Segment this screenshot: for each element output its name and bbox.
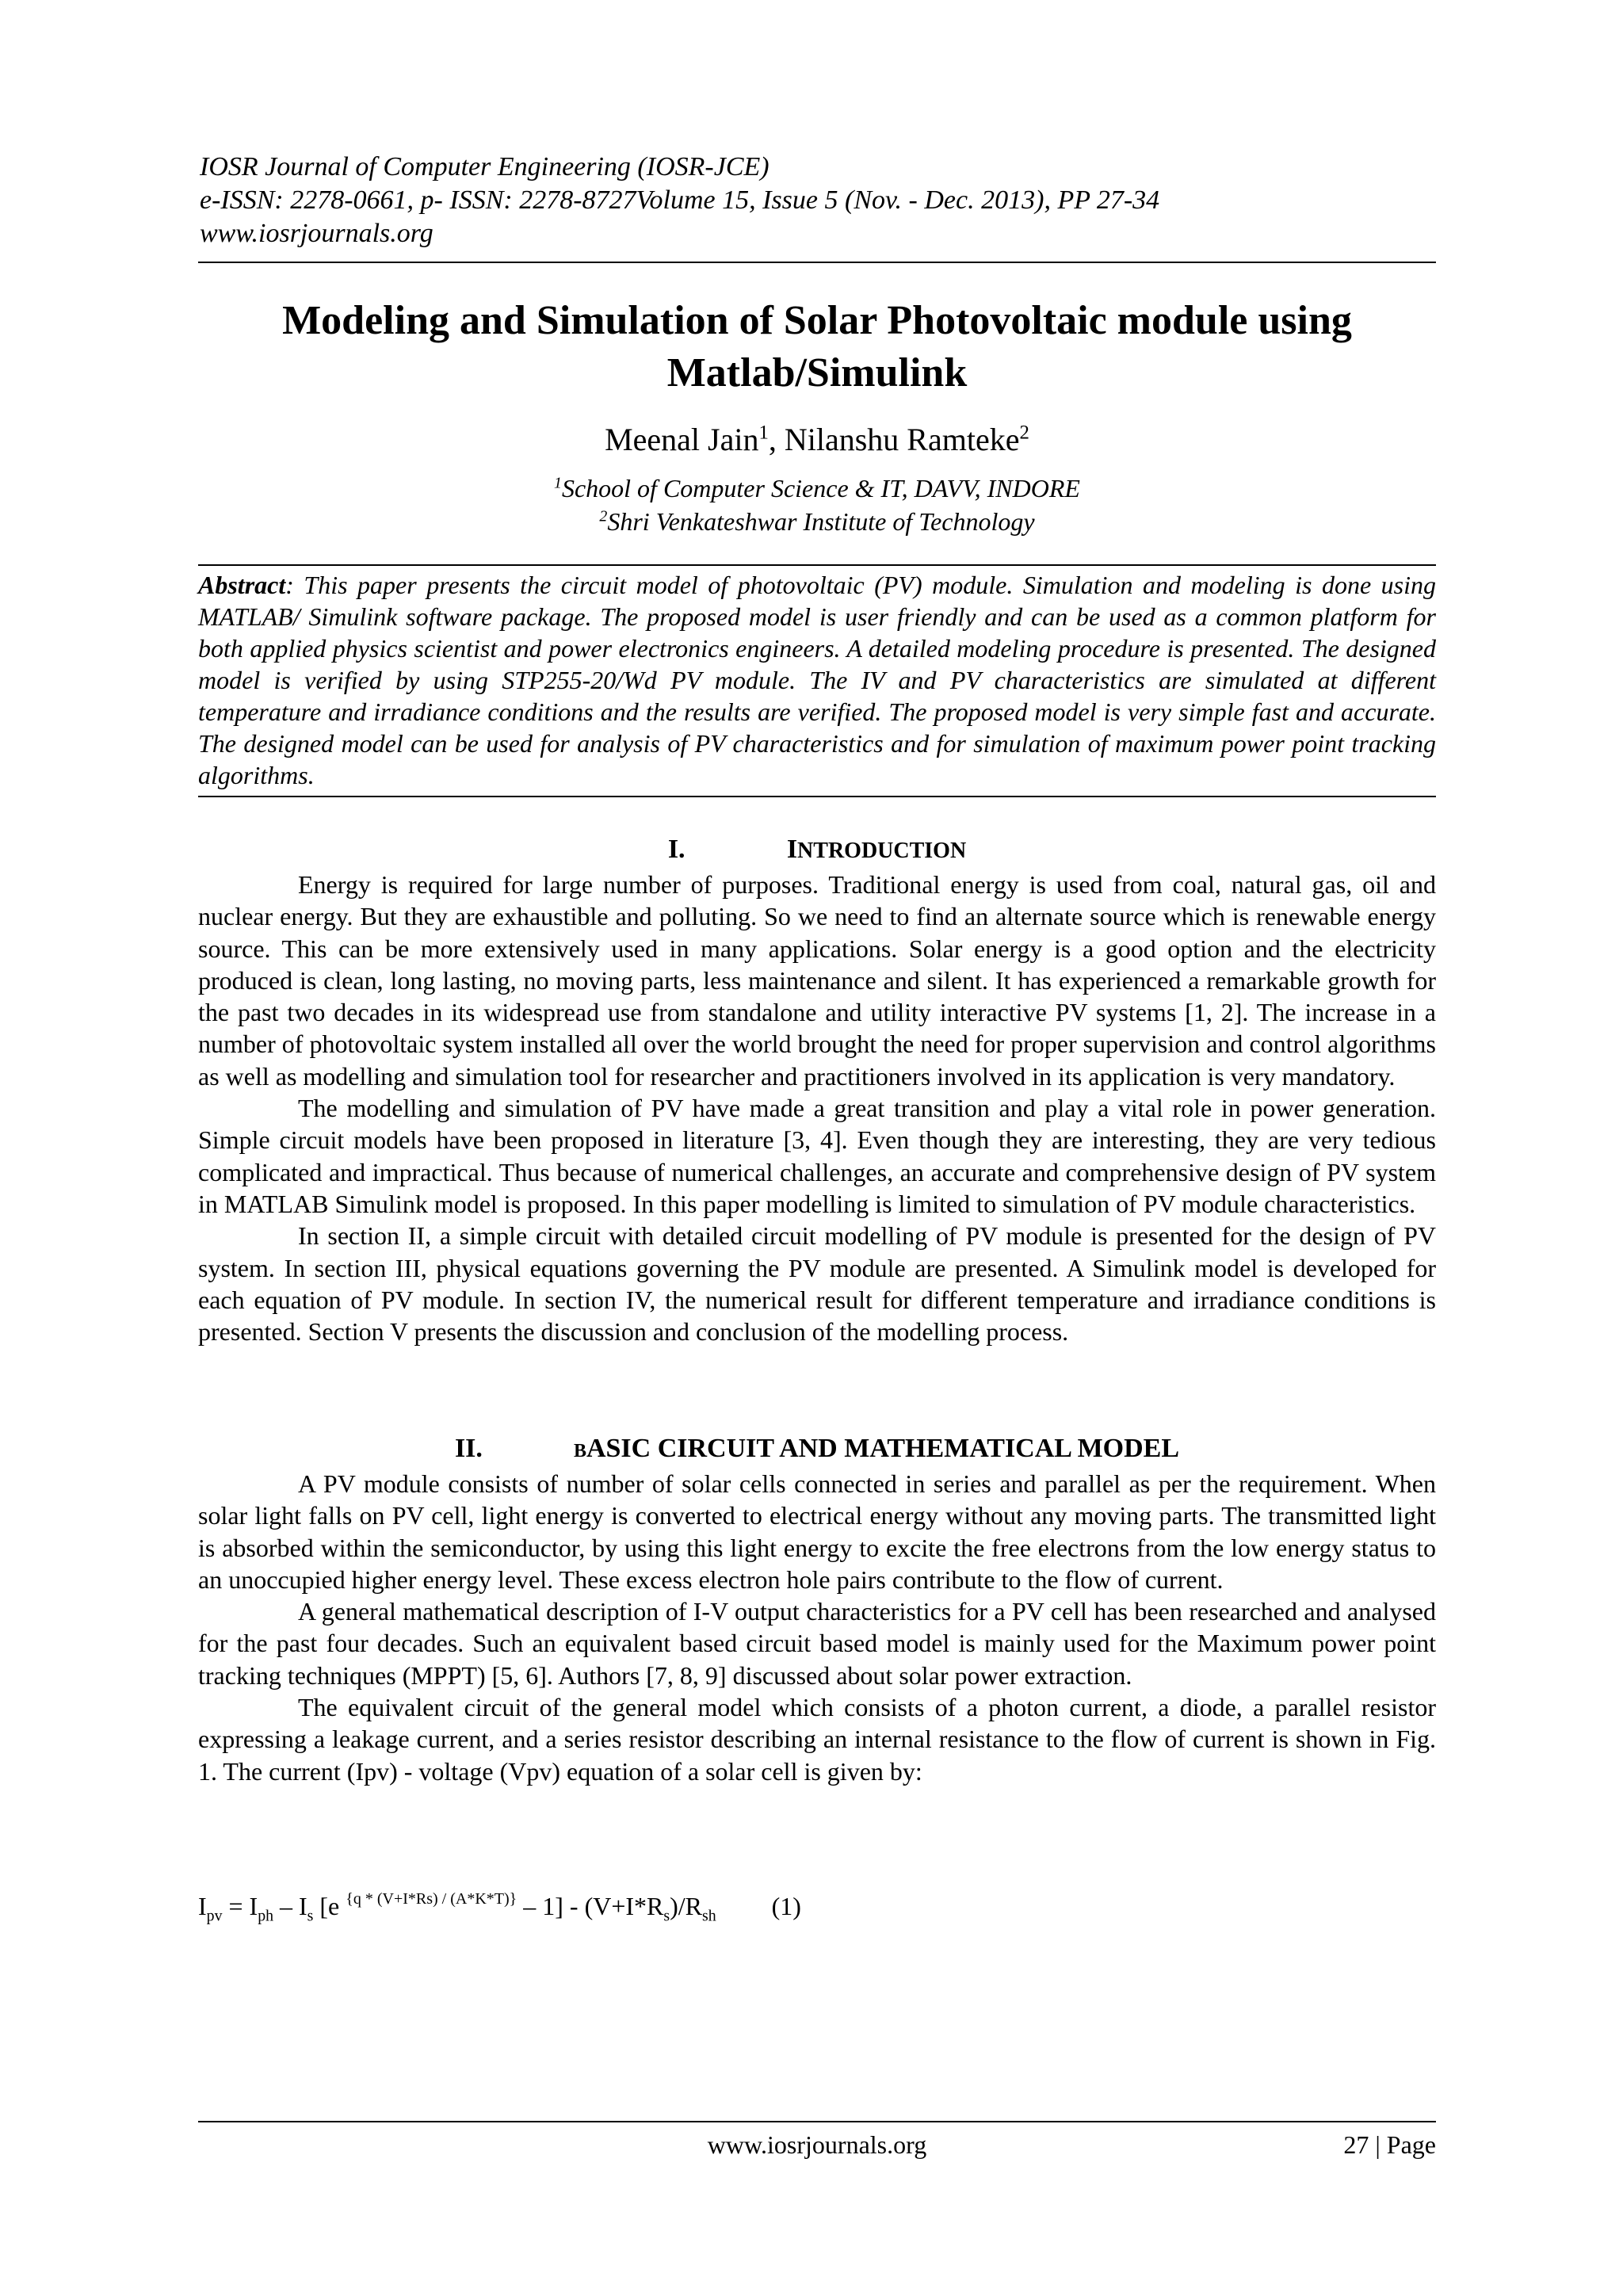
basic-circuit-body [198,1468,1436,1787]
paragraph: In section II, a simple circuit with detailed circuit modelling of PV module is presented for the design of PV system. In section III, physical equations governing the PV module are presented. A Simulink model is developed for each equation of PV module. In section IV, the numerical result for different temperature and irradiance conditions is presented. Section V presents the discussion and conclusion of the modelling process. [198,1221,1436,1347]
eq-lhs-sub: pv [206,1907,223,1925]
title-line-2: Matlab/Simulink [666,350,968,395]
section-2-number: II. [454,1434,483,1463]
author-list [198,420,1436,460]
author-separator: , [768,422,785,457]
abstract-top-rule [198,564,1436,566]
affiliation-2 [198,506,1436,537]
affiliation-1 [198,472,1436,504]
journal-header [200,151,1436,250]
introduction-body [198,869,1436,1347]
abstract-label: Abstract [198,571,286,599]
header-rule [198,262,1436,263]
eq-s-sub: s [307,1907,314,1925]
title-line-1: Modeling and Simulation of Solar Photovoltaic module using [282,298,1352,343]
eq-minus-is: – I [273,1892,307,1920]
paragraph: Energy is required for large number of purposes. Traditional energy is used from coal, natural gas, oil and nuclear energy. But they are exhaustible and polluting. So we need to find an alternate source which is renewable energy source. This can be more extensively used in many applications. Solar energy is a good option and the electricity produced is clean, long lasting, no moving parts, less maintenance and silent. It has experienced a remarkable growth for the past two decades in its widespread use from standalone and utility interactive PV systems [1, 2]. The increase in a number of photovoltaic system installed all over the world brought the need for proper supervision and control algorithms as well as modelling and simulation tool for researcher and practitioners involved in its application is very mandatory. [198,870,1436,1091]
paragraph: The modelling and simulation of PV have made a great transition and play a vital role in power generation. Simple circuit models have been proposed in literature [3, 4]. Even though they are interesting, they are very tedious complicated and impractical. Thus because of numerical challenges, an accurate and comprehensive design of PV system in MATLAB Simulink model is proposed. In this paper modelling is limited to simulation of PV module characteristics. [198,1094,1436,1218]
equation-number: (1) [771,1892,801,1920]
abstract-bottom-rule [198,796,1436,797]
section-2-title-rest: ASIC CIRCUIT AND MATHEMATICAL MODEL [586,1434,1180,1463]
paragraph: A general mathematical description of I-V output characteristics for a PV cell has been researched and analysed for the past four decades. Such an equivalent based circuit based model is mainly used for the Maximum power point tracking techniques (MPPT) [5, 6]. Authors [7, 8, 9] discussed about solar power extraction. [198,1597,1436,1690]
eq-rs-sub: s [663,1907,670,1925]
equation-1 [198,1883,801,1925]
eq-exponent: {q * (V+I*Rs) / (A*K*T)} [346,1890,517,1908]
section-1-title-rest: NTRODUCTION [797,839,967,863]
footer-rule [198,2121,1436,2122]
author-1: Meenal Jain [605,422,759,457]
author-2: Nilanshu Ramteke [784,422,1020,457]
eq-div: )/R [670,1892,702,1920]
eq-bracket: [e [313,1892,346,1920]
abstract [198,569,1436,791]
eq-equals: = I [222,1892,258,1920]
affiliation-2-text: Shri Venkateshwar Institute of Technology [607,507,1035,536]
journal-name: IOSR Journal of Computer Engineering (IOSR-JCE) [200,152,769,181]
issn-line: e-ISSN: 2278-0661, p- ISSN: 2278-8727Volume 15, Issue 5 (Nov. - Dec. 2013), PP 27-34 [200,185,1160,215]
footer-website: www.iosrjournals.org [707,2130,927,2159]
section-heading-introduction [198,834,1436,867]
affiliation-2-mark: 2 [599,507,608,525]
paragraph: The equivalent circuit of the general model which consists of a photon current, a diode, a parallel resistor expressing a leakage current, and a series resistor describing an internal resistance to the flow of current is shown in Fig. 1. The current (Ipv) - voltage (Vpv) equation of a solar cell is given by: [198,1693,1436,1786]
author-1-mark: 1 [758,422,769,444]
section-2-title-lead: B [573,1441,586,1461]
paragraph: A PV module consists of number of solar cells connected in series and parallel as per the requirement. When solar light falls on PV cell, light energy is converted to electrical energy without any moving parts. The transmitted light is absorbed within the semiconductor, by using this light energy to excite the free electrons from the low energy status to an unoccupied higher energy level. These excess electron hole pairs contribute to the flow of current. [198,1469,1436,1594]
section-1-number: I. [667,835,685,864]
section-1-title-lead: I [786,835,798,864]
affiliation-1-mark: 1 [554,474,562,492]
page-number: 27 | Page [1343,2130,1436,2159]
eq-ph-sub: ph [258,1907,274,1925]
eq-after-exp: – 1] - (V+I*R [517,1892,664,1920]
paper-title [198,295,1436,399]
affiliation-1-text: School of Computer Science & IT, DAVV, INDORE [561,474,1080,502]
section-heading-basic-circuit [198,1433,1436,1467]
eq-lhs: I [198,1892,207,1920]
journal-website: www.iosrjournals.org [200,219,433,248]
eq-rsh-sub: sh [702,1907,716,1925]
abstract-text: : This paper presents the circuit model of photovoltaic (PV) module. Simulation and modeling is done using MATLAB/ Simulink software package. The proposed model is user friendly and can be used as a common platform for both applied physics scientist and power electronics engineers. A detailed modeling procedure is presented. The designed model is verified by using STP255-20/Wd PV module. The IV and PV characteristics are simulated at different temperature and irradiance conditions and the results are verified. The proposed model is very simple fast and accurate. The designed model can be used for analysis of PV characteristics and for simulation of maximum power point tracking algorithms. [198,571,1436,789]
author-2-mark: 2 [1019,422,1029,444]
